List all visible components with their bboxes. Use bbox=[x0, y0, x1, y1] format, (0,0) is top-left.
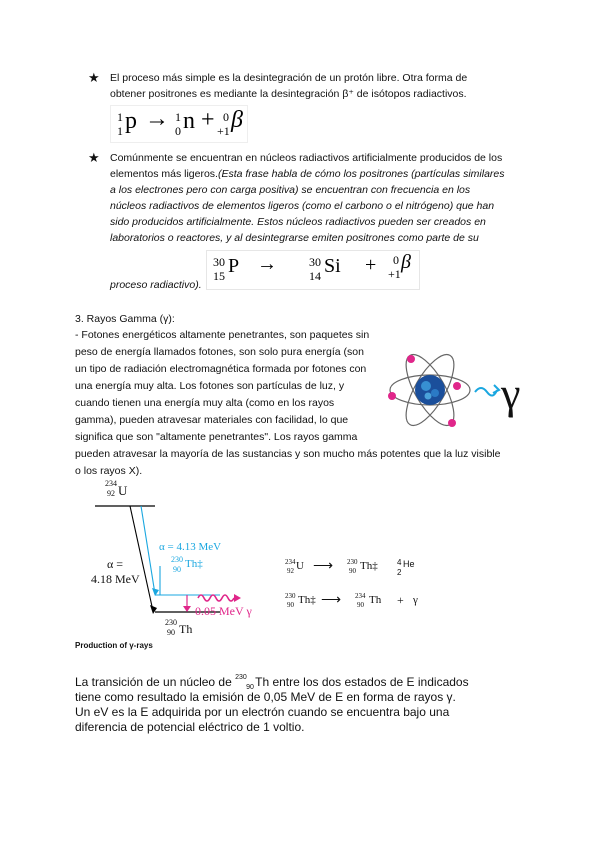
diagram-caption: Production of γ-rays bbox=[75, 641, 153, 650]
final-charge: 90 bbox=[246, 684, 254, 691]
star-bullet-icon: ★ bbox=[88, 70, 100, 85]
gamma-line: un tipo de radiación electromagnética formada por fotones con bbox=[75, 363, 367, 375]
eq1-n-symbol: n bbox=[183, 108, 195, 134]
eq1-n-mass: 1 bbox=[175, 110, 181, 124]
bullet2-line2b: (Esta frase habla de cómo los positrones (partículas similares bbox=[217, 168, 505, 180]
r2-th-charge: 90 bbox=[287, 601, 294, 609]
r2-th-symbol: Th‡ bbox=[298, 594, 316, 606]
reaction2 bbox=[285, 592, 505, 616]
eq1-p-symbol: p bbox=[125, 108, 137, 134]
eq2-si-mass: 30 bbox=[309, 255, 321, 269]
gamma-line: significa que son "altamente penetrantes". Los rayos gamma bbox=[75, 431, 358, 443]
r1-he-mass: 4 bbox=[397, 558, 402, 567]
th-excited-mass: 230 bbox=[171, 555, 183, 564]
bullet2-line4: núcleos radiactivos de elementos ligeros (como el carbono o el nitrógeno) que han bbox=[110, 200, 495, 212]
r2-arrow: ⟶ bbox=[321, 593, 342, 608]
u234-mass: 234 bbox=[105, 479, 117, 488]
r1-u-mass: 234 bbox=[285, 558, 296, 566]
th-ground-label bbox=[165, 618, 205, 642]
th-ground-charge: 90 bbox=[167, 628, 175, 637]
final-line1 bbox=[75, 674, 515, 691]
r1-th-symbol: Th‡ bbox=[360, 560, 378, 572]
r2-gamma: γ bbox=[413, 594, 418, 606]
gamma-line: una energía muy alta. Los fotones son partículas de luz, y bbox=[75, 380, 345, 392]
eq2-b-mass: 0 bbox=[393, 253, 399, 267]
eq2-p-mass: 30 bbox=[213, 255, 225, 269]
eq2-b-charge: +1 bbox=[388, 267, 401, 281]
r2-th2-mass: 234 bbox=[355, 592, 366, 600]
r1-u-symbol: U bbox=[296, 560, 304, 572]
atom-gamma-illustration bbox=[385, 340, 525, 440]
eq2-b-symbol: β bbox=[401, 251, 411, 273]
r1-th-charge: 90 bbox=[349, 567, 356, 575]
final-line1a: La transición de un núcleo de bbox=[75, 675, 236, 689]
r2-th2-charge: 90 bbox=[357, 601, 364, 609]
alpha-left-label: α = bbox=[107, 557, 124, 571]
atom-icon bbox=[388, 348, 470, 432]
th-excited-symbol: Th‡ bbox=[185, 558, 203, 570]
r1-he-charge: 2 bbox=[397, 568, 402, 577]
gamma-wave-icon bbox=[198, 595, 234, 601]
u234-label bbox=[105, 479, 145, 501]
r2-th2-symbol: Th bbox=[369, 594, 382, 606]
eq1-arrow: → bbox=[145, 106, 169, 132]
r1-th-mass: 230 bbox=[347, 558, 358, 566]
bullet1-line2: obtener positrones es mediante la desintegración β⁺ de isótopos radiactivos. bbox=[110, 88, 467, 100]
r1-arrow: ⟶ bbox=[313, 559, 334, 574]
bullet1-line1: El proceso más simple es la desintegración de un protón libre. Otra forma de bbox=[110, 72, 468, 84]
eq1-p-charge: 1 bbox=[117, 124, 123, 138]
eq1-b-charge: +1 bbox=[217, 124, 230, 138]
gamma-line: cuando tienen una energía muy alta (como en los rayos bbox=[75, 397, 335, 409]
final-mass: 230 bbox=[235, 674, 247, 681]
alpha-left-energy: 4.18 MeV bbox=[91, 572, 140, 586]
bullet2-line7: proceso radiactivo). bbox=[110, 279, 202, 291]
gamma-energy-label: 0.05 MeV γ bbox=[195, 604, 252, 618]
final-line3: Un eV es la E adquirida por un electrón cuando se encuentra bajo una bbox=[75, 705, 450, 719]
gamma-line: - Fotones energéticos altamente penetrantes, son paquetes sin bbox=[75, 329, 370, 341]
gamma-heading: 3. Rayos Gamma (γ): bbox=[75, 313, 175, 325]
reaction1 bbox=[285, 558, 505, 582]
th-excited-label bbox=[171, 555, 211, 579]
r2-plus: + bbox=[397, 593, 404, 607]
gamma-line: peso de energía llamados fotones, son solo pura energía (son bbox=[75, 346, 364, 358]
alpha-blue-label: α = 4.13 MeV bbox=[159, 541, 222, 553]
eq1-p-mass: 1 bbox=[117, 110, 123, 124]
gamma-line: o los rayos X). bbox=[75, 465, 143, 477]
eq1-plus: + bbox=[201, 107, 215, 133]
u234-charge: 92 bbox=[107, 489, 115, 498]
star-bullet-icon: ★ bbox=[88, 150, 100, 165]
eq2-si-symbol: Si bbox=[324, 255, 341, 277]
energy-diagram bbox=[75, 478, 515, 653]
u234-symbol: U bbox=[118, 483, 128, 498]
equation1-box bbox=[110, 105, 248, 143]
final-line1b: Th entre los dos estados de E indicados bbox=[255, 675, 469, 689]
eq2-p-symbol: P bbox=[228, 255, 240, 277]
r1-u-charge: 92 bbox=[287, 567, 294, 575]
bullet2-line1: Comúnmente se encuentran en núcleos radiactivos artificialmente producidos de los bbox=[110, 152, 503, 164]
eq1-b-symbol: β bbox=[231, 107, 243, 133]
r1-he-symbol: He bbox=[403, 559, 415, 569]
bullet2-line2a: elementos más ligeros. bbox=[110, 168, 218, 180]
eq1-b-mass: 0 bbox=[223, 110, 229, 124]
th-ground-mass: 230 bbox=[165, 618, 177, 627]
eq2-arrow: → bbox=[257, 253, 277, 275]
bullet2-line5: sido producidos artificialmente. Estos núcleos radiactivos pueden ser creados en bbox=[110, 216, 486, 228]
gamma-line: pueden atravesar la mayoría de las sustancias y son mucho más potentes que la luz visible bbox=[75, 448, 501, 460]
r2-th-mass: 230 bbox=[285, 592, 296, 600]
final-line2: tiene como resultado la emisión de 0,05 MeV de E en forma de rayos γ. bbox=[75, 690, 456, 704]
bullet2-line6: laboratorios o reactores, y al desintegrarse emiten positrones como parte de su bbox=[110, 232, 479, 244]
bullet2-line3: a los electrones pero con carga positiva) se encuentran con frecuencia en los bbox=[110, 184, 471, 196]
eq1-n-charge: 0 bbox=[175, 124, 181, 138]
th-ground-symbol: Th bbox=[179, 622, 193, 636]
eq2-p-charge: 15 bbox=[213, 269, 225, 283]
equation2-box bbox=[206, 250, 420, 290]
gamma-line: gamma), pueden atravesar materiales con facilidad, lo que bbox=[75, 414, 349, 426]
th-excited-charge: 90 bbox=[173, 565, 181, 574]
eq2-si-charge: 14 bbox=[309, 269, 321, 283]
bullet2-line2 bbox=[110, 166, 505, 182]
eq2-plus: + bbox=[365, 254, 377, 276]
final-line4: diferencia de potencial eléctrico de 1 voltio. bbox=[75, 720, 305, 734]
gamma-symbol: γ bbox=[501, 369, 521, 418]
